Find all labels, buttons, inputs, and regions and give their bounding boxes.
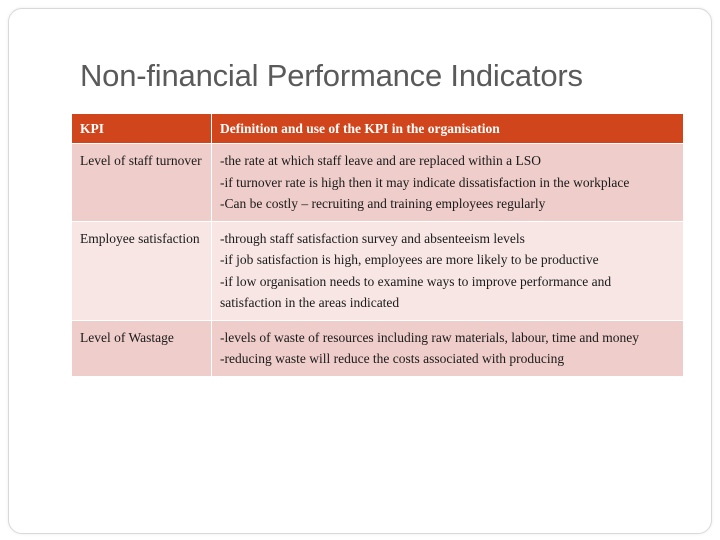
definition-line: -levels of waste of resources including raw materials, labour, time and money [220,329,639,345]
definition-line: -if turnover rate is high then it may indicate dissatisfaction in the workplace [220,174,630,190]
definition-cell [212,320,684,376]
definition-line: -the rate at which staff leave and are replaced within a LSO [220,153,541,168]
definition-line: -reducing waste will reduce the costs associated with producing [220,351,565,366]
definition-cell [212,144,684,222]
table-header-row [72,114,684,144]
kpi-cell: Level of staff turnover [72,144,212,222]
kpi-cell: Employee satisfaction [72,221,212,320]
definition-line: -Can be costly – recruiting and training employees regularly [220,196,546,211]
header-definition: Definition and use of the KPI in the organisation [212,114,684,144]
table-row [72,221,684,320]
kpi-cell: Level of Wastage [72,320,212,376]
definition-line: -through staff satisfaction survey and absenteeism levels [220,230,525,246]
definition-line: -if low organisation needs to examine ways to improve performance and satisfaction in the areas indicated [220,273,612,310]
slide-title: Non-financial Performance Indicators [80,58,583,93]
header-kpi: KPI [72,114,212,144]
table-row [72,320,684,376]
definition-cell [212,221,684,320]
table-row [72,144,684,222]
definition-line: -if job satisfaction is high, employees are more likely to be productive [220,252,599,267]
kpi-table [72,114,684,376]
